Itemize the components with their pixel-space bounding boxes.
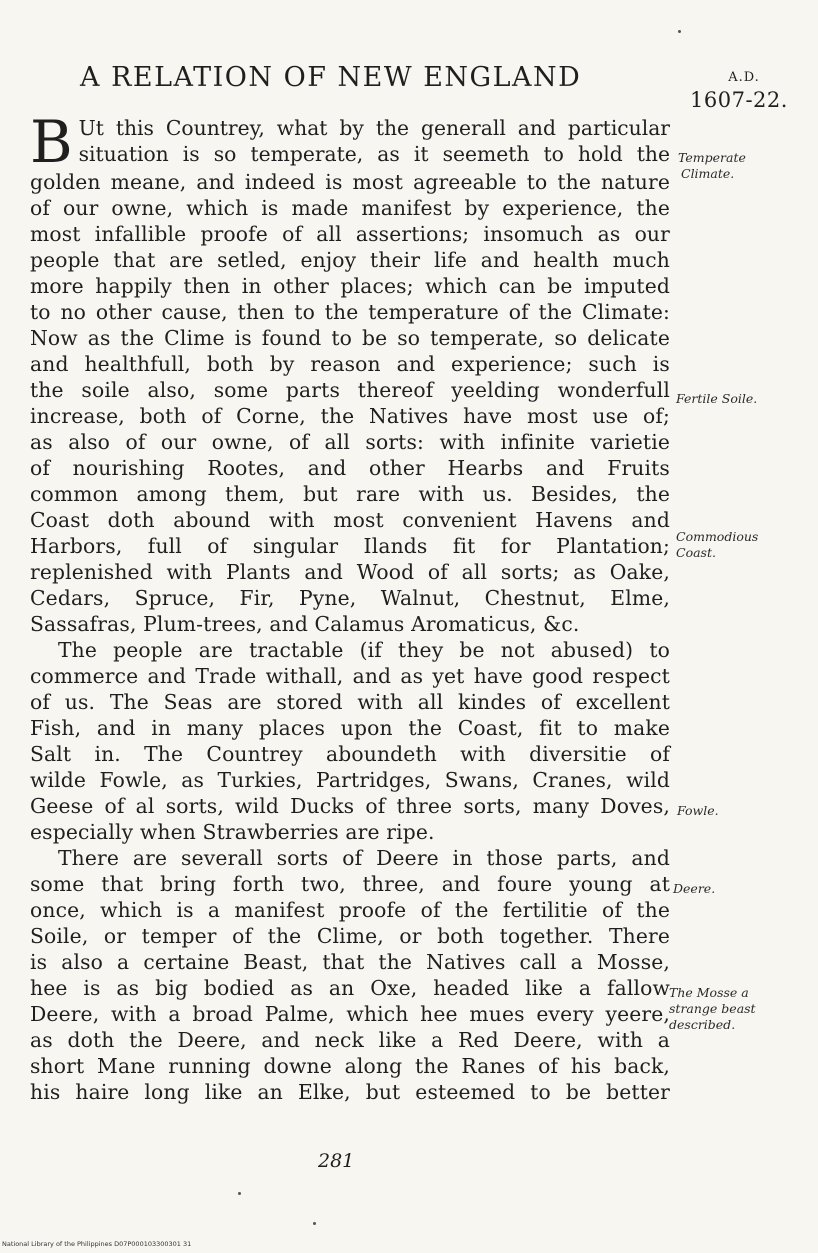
text-line: more happily then in other places; which can be imputed xyxy=(30,274,670,298)
text-line: Fish, and in many places upon the Coast, fit to make xyxy=(30,716,670,740)
margin-note-line: Commodious xyxy=(676,529,759,544)
text-line: Soile, or temper of the Clime, or both together. There xyxy=(30,924,670,948)
margin-note-line: Deere. xyxy=(673,881,716,896)
page-number: 281 xyxy=(318,1150,355,1172)
margin-note-commodious xyxy=(676,529,758,561)
drop-cap: B xyxy=(30,108,73,176)
margin-note-temperate xyxy=(678,150,746,182)
paragraph-3 xyxy=(30,845,670,1105)
text-line: is also a certaine Beast, that the Natives call a Mosse, xyxy=(30,950,670,974)
text-line: Salt in. The Countrey aboundeth with diversitie of xyxy=(30,742,670,766)
margin-note-fertile xyxy=(676,391,757,407)
text-line: Harbors, full of singular Ilands fit for Plantation; xyxy=(30,534,670,558)
scan-speck xyxy=(313,1222,316,1225)
scan-footer: National Library of the Philippines D07P000103300301 31 xyxy=(2,1240,192,1248)
scan-speck xyxy=(238,1192,241,1195)
margin-note-line: Temperate xyxy=(678,150,746,165)
paragraph-2 xyxy=(30,637,670,845)
year-range: 1607-22. xyxy=(690,88,788,112)
text-line: common among them, but rare with us. Besides, the xyxy=(30,482,670,506)
text-line: situation is so temperate, as it seemeth to hold the xyxy=(78,142,670,166)
scan-speck xyxy=(678,30,681,33)
margin-note-line: Fowle. xyxy=(677,803,719,818)
margin-note-mosse xyxy=(669,985,756,1033)
text-line: once, which is a manifest proofe of the fertilitie of the xyxy=(30,898,670,922)
text-line: especially when Strawberries are ripe. xyxy=(30,820,435,844)
text-line: Deere, with a broad Palme, which hee mues every yeere, xyxy=(30,1002,670,1026)
text-line: Cedars, Spruce, Fir, Pyne, Walnut, Chestnut, Elme, xyxy=(30,586,670,610)
margin-note-line: described. xyxy=(669,1017,736,1032)
text-line: of our owne, which is made manifest by experience, the xyxy=(30,196,670,220)
text-line: Ut this Countrey, what by the generall and particular xyxy=(78,116,670,140)
text-line: short Mane running downe along the Ranes of his back, xyxy=(30,1054,670,1078)
margin-note-line: strange beast xyxy=(669,1001,756,1016)
text-line: of nourishing Rootes, and other Hearbs and Fruits xyxy=(30,456,670,480)
text-line: some that bring forth two, three, and foure young at xyxy=(30,872,670,896)
margin-note-fowle xyxy=(677,803,719,819)
text-line: Coast doth abound with most convenient Havens and xyxy=(30,508,670,532)
ad-label: A.D. xyxy=(728,70,760,85)
page-title: A RELATION OF NEW ENGLAND xyxy=(80,62,582,93)
text-line: commerce and Trade withall, and as yet have good respect xyxy=(30,664,670,688)
text-line: his haire long like an Elke, but esteemed to be better xyxy=(30,1080,670,1104)
text-line: of us. The Seas are stored with all kindes of excellent xyxy=(30,690,670,714)
text-line: the soile also, some parts thereof yeelding wonderfull xyxy=(30,378,670,402)
text-line: Geese of al sorts, wild Ducks of three sorts, many Doves, xyxy=(30,794,670,818)
margin-note-line: Climate. xyxy=(681,166,735,181)
text-line: and healthfull, both by reason and experience; such is xyxy=(30,352,670,376)
margin-note-deere xyxy=(673,881,715,897)
text-line: wilde Fowle, as Turkies, Partridges, Swans, Cranes, wild xyxy=(30,768,670,792)
text-line: There are severall sorts of Deere in those parts, and xyxy=(58,846,670,870)
text-line: golden meane, and indeed is most agreeable to the nature xyxy=(30,170,670,194)
text-line: as doth the Deere, and neck like a Red Deere, with a xyxy=(30,1028,670,1052)
text-line: to no other cause, then to the temperature of the Climate: xyxy=(30,300,670,324)
margin-note-line: Coast. xyxy=(676,545,716,560)
text-line: replenished with Plants and Wood of all sorts; as Oake, xyxy=(30,560,670,584)
margin-note-line: Fertile Soile. xyxy=(676,391,758,406)
text-line: hee is as big bodied as an Oxe, headed like a fallow xyxy=(30,976,670,1000)
paragraph-1 xyxy=(30,108,670,637)
text-line: The people are tractable (if they be not abused) to xyxy=(58,638,670,662)
body-text xyxy=(30,108,670,1105)
text-line: people that are setled, enjoy their life and health much xyxy=(30,248,670,272)
margin-note-line: The Mosse a xyxy=(669,985,749,1000)
text-line: as also of our owne, of all sorts: with infinite varietie xyxy=(30,430,670,454)
text-line: increase, both of Corne, the Natives have most use of; xyxy=(30,404,670,428)
text-line: most infallible proofe of all assertions; insomuch as our xyxy=(30,222,670,246)
text-line: Sassafras, Plum-trees, and Calamus Aromaticus, &c. xyxy=(30,612,580,636)
text-line: Now as the Clime is found to be so temperate, so delicate xyxy=(30,326,670,350)
